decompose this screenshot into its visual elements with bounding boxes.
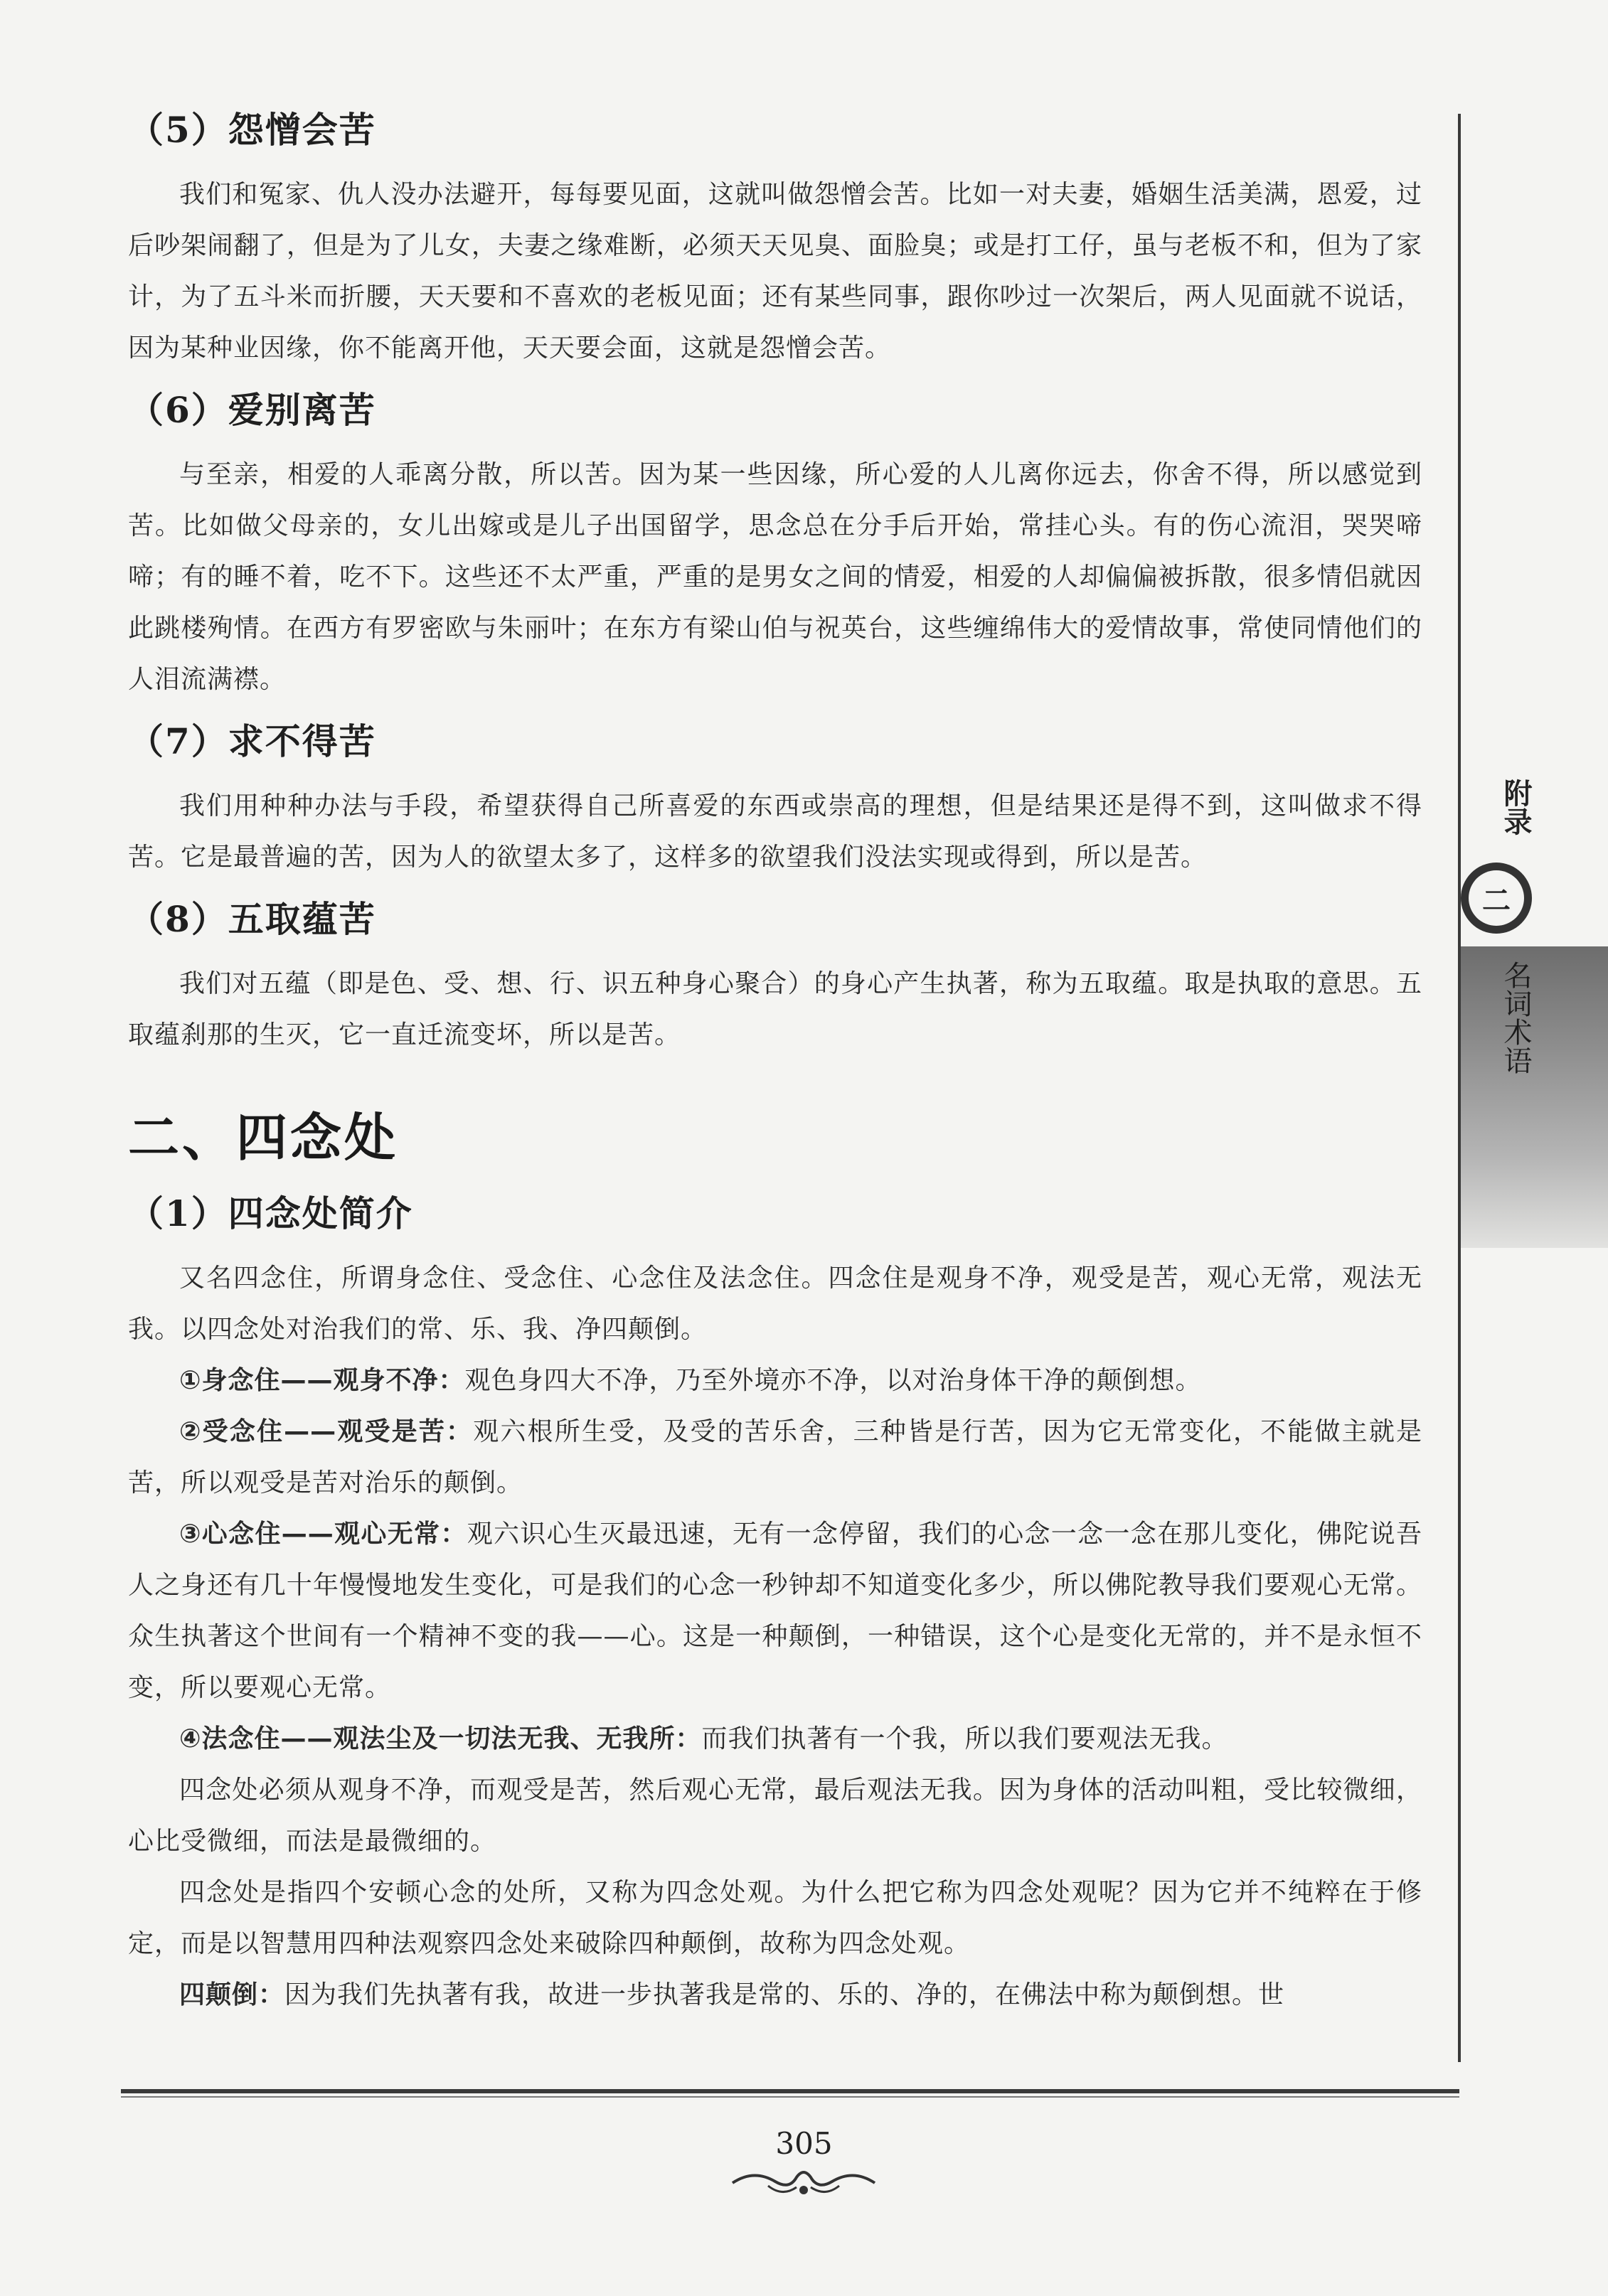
item-label: ①身念住——观身不净： (179, 1366, 465, 1395)
item-text: 观六根所生受，及受的苦乐舍，三种皆是行苦，因为它无常变化，不能做主就是苦，所以观受是苦对治乐的颠倒。 (128, 1417, 1422, 1497)
item-text: 观色身四大不净，乃至外境亦不净，以对治身体干净的颠倒想。 (464, 1366, 1202, 1395)
side-tab-vertical-text: 名词术语 (1499, 961, 1532, 1074)
item-text: 观六识心生灭最迅速，无有一念停留，我们的心念一念一念在那儿变化，佛陀说吾人之身还有几十年慢慢地发生变化，可是我们的心念一秒钟却不知道变化多少，所以佛陀教导我们要观心无常。众生执著这个世间有一个精神不变的我——心。这是一种颠倒，一种错误，这个心是变化无常的，并不是永恒不变，所以要观心无常。 (128, 1520, 1422, 1702)
main-content (128, 107, 1422, 2021)
paragraph: 我们对五蕴（即是色、受、想、行、识五种身心聚合）的身心产生执著，称为五取蕴。取是执取的意思。五取蕴刹那的生灭，它一直迁流变坏，所以是苦。 (128, 969, 1422, 1050)
side-tab-badge (1461, 863, 1532, 934)
list-item (128, 1714, 1422, 1765)
section-heading: （7）求不得苦 (128, 720, 376, 762)
side-tab-top (1461, 779, 1608, 942)
list-item (128, 1355, 1422, 1406)
item-text: 因为我们先执著有我，故进一步执著我是常的、乐的、净的，在佛法中称为颠倒想。世 (284, 1980, 1285, 2009)
section-8 (128, 896, 1422, 1061)
section-6 (128, 387, 1422, 705)
section-7 (128, 718, 1422, 883)
item-label: ④法念住——观法尘及一切法无我、无我所： (179, 1724, 702, 1753)
paragraph: 四念处是指四个安顿心念的处所，又称为四念处观。为什么把它称为四念处观呢？因为它并不纯粹在于修定，而是以智慧用四种法观察四念处来破除四种颠倒，故称为四念处观。 (128, 1878, 1422, 1958)
section-heading: （5）怨憎会苦 (128, 109, 376, 151)
paragraph: 我们用种种办法与手段，希望获得自己所喜爱的东西或崇高的理想，但是结果还是得不到，这叫做求不得苦。它是最普遍的苦，因为人的欲望太多了，这样多的欲望我们没法实现或得到，所以是苦。 (128, 791, 1422, 872)
side-tab-label: 附录 (1499, 779, 1532, 835)
paragraph: 四念处必须从观身不净，而观受是苦，然后观心无常，最后观法无我。因为身体的活动叫粗，受比较微细，心比受微细，而法是最微细的。 (128, 1776, 1422, 1856)
list-item (128, 1970, 1422, 2021)
list-item (128, 1509, 1422, 1714)
side-tab (1461, 779, 1608, 1248)
paragraph: 我们和冤家、仇人没办法避开，每每要见面，这就叫做怨憎会苦。比如一对夫妻，婚姻生活美满，恩爱，过后吵架闹翻了，但是为了儿女，夫妻之缘难断，必须天天见臭、面脸臭；或是打工仔，虽与老板不和，但为了家计，为了五斗米而折腰，天天要和不喜欢的老板见面；还有某些同事，跟你吵过一次架后，两人见面就不说话，因为某种业因缘，你不能离开他，天天要会面，这就是怨憎会苦。 (128, 180, 1422, 363)
section-heading: （1）四念处简介 (128, 1192, 413, 1234)
footer-rule (121, 2089, 1459, 2093)
list-item (128, 1406, 1422, 1509)
ornament-icon (725, 2162, 882, 2204)
section-heading: （6）爱别离苦 (128, 389, 376, 431)
section-5 (128, 107, 1422, 374)
intro-paragraph: 又名四念住，所谓身念住、受念住、心念住及法念住。四念住是观身不净，观受是苦，观心无常，观法无我。以四念处对治我们的常、乐、我、净四颠倒。 (128, 1264, 1422, 1344)
item-label: ③心念住——观心无常： (179, 1520, 467, 1549)
footer-rule-thin (121, 2096, 1459, 2098)
side-tab-badge-text: 二 (1469, 870, 1524, 926)
page-number: 305 (775, 2126, 833, 2161)
item-text: 而我们执著有一个我，所以我们要观法无我。 (701, 1724, 1228, 1753)
section-heading: （8）五取蕴苦 (128, 898, 376, 940)
paragraph: 与至亲，相爱的人乖离分散，所以苦。因为某一些因缘，所心爱的人儿离你远去，你舍不得，所以感觉到苦。比如做父母亲的，女儿出嫁或是儿子出国留学，思念总在分手后开始，常挂心头。有的伤心流泪，哭哭啼啼；有的睡不着，吃不下。这些还不太严重，严重的是男女之间的情爱，相爱的人却偏偏被拆散，很多情侣就因此跳楼殉情。在西方有罗密欧与朱丽叶；在东方有梁山伯与祝英台，这些缠绵伟大的爱情故事，常使同情他们的人泪流满襟。 (128, 460, 1422, 694)
item-label: ②受念住——观受是苦： (179, 1417, 474, 1446)
item-label: 四颠倒： (179, 1980, 285, 2009)
side-tab-bottom (1461, 946, 1608, 1248)
chapter-heading: 二、四念处 (128, 1108, 399, 1168)
